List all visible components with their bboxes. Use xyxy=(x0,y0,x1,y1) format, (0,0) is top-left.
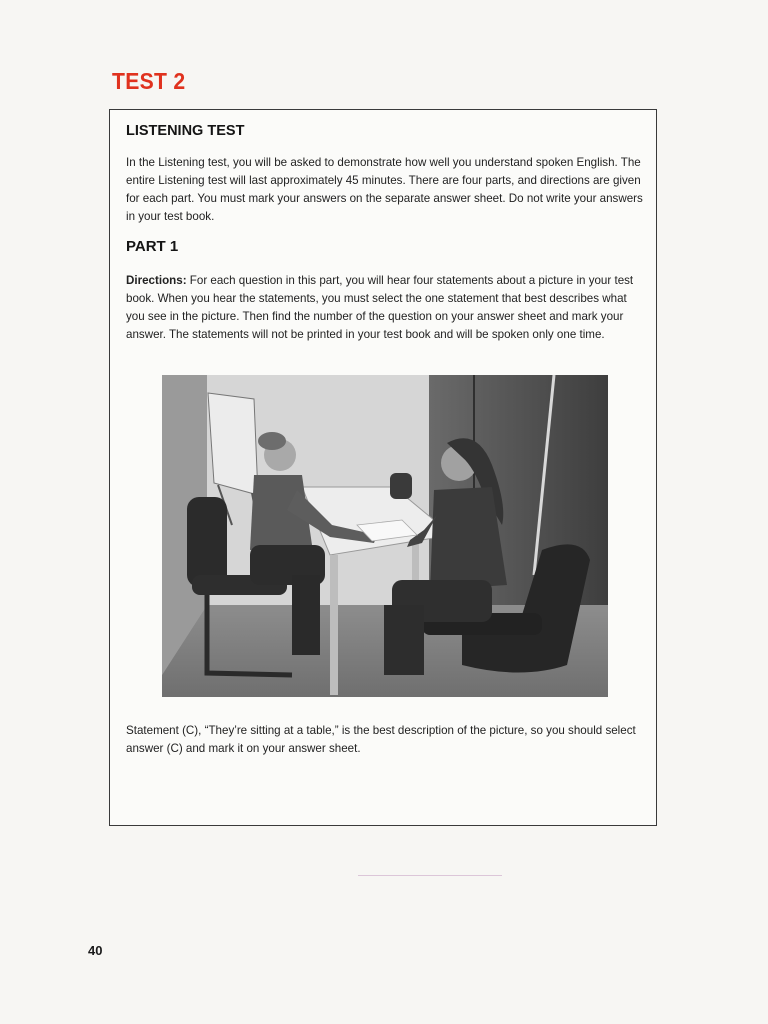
example-photo xyxy=(162,375,608,697)
part-1-directions xyxy=(126,272,644,344)
listening-test-heading: LISTENING TEST xyxy=(126,123,245,139)
page-number: 40 xyxy=(88,943,103,958)
directions-text: For each question in this part, you will hear four statements about a picture in your test book. When you hear the statements, you must select the one statement that best describes what you see in the picture. Then find the number of the question on your answer sheet and mark your answer. The statements will not be printed in your test book and will be spoken only one time. xyxy=(126,274,634,341)
part-1-heading: PART 1 xyxy=(126,238,179,255)
directions-label: Directions: xyxy=(126,274,187,287)
faint-divider xyxy=(358,875,502,876)
test-title: TEST 2 xyxy=(112,68,186,94)
listening-test-box xyxy=(109,109,657,826)
listening-intro-paragraph: In the Listening test, you will be asked to demonstrate how well you understand spoken English. The entire Listening test will last approximately 45 minutes. There are four parts, and directions are given for each part. You must mark your answers on the separate answer sheet. Do not write your answers in your test book. xyxy=(126,156,643,223)
statement-explanation: Statement (C), “They’re sitting at a table,” is the best description of the picture, so you should select answer (C) and mark it on your answer sheet. xyxy=(126,724,636,755)
